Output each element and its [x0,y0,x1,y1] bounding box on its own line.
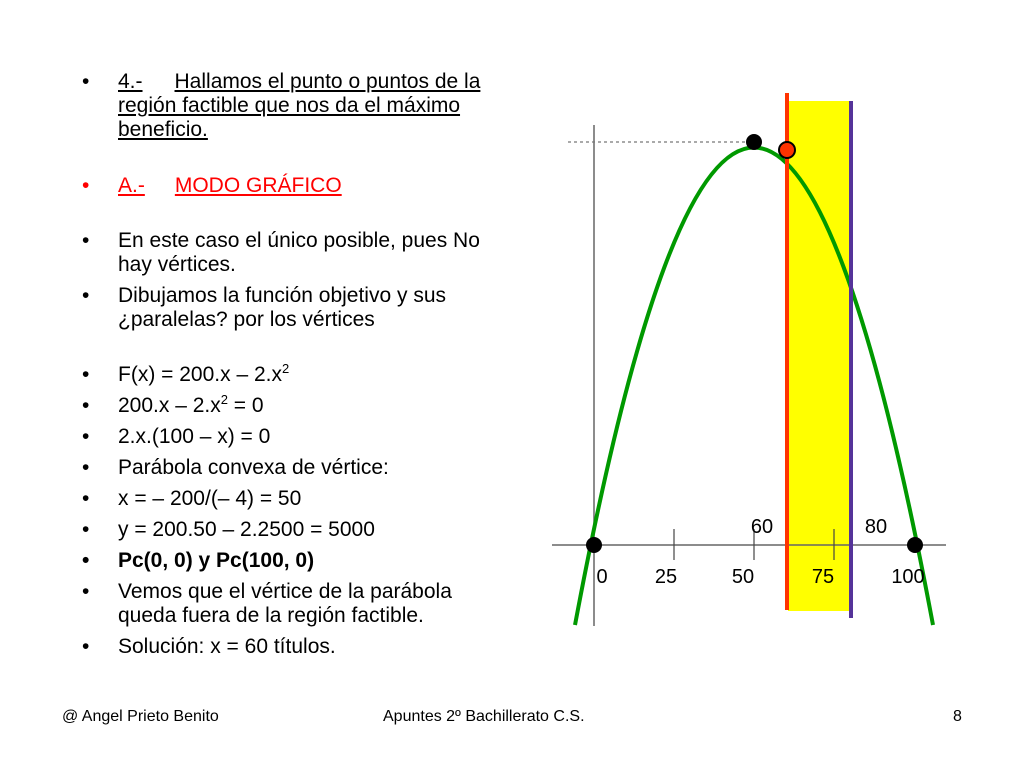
equation-text-end: = 0 [227,394,264,417]
region-label-80: 80 [864,516,888,538]
x-tick-label-25: 25 [654,566,678,588]
unico-text: En este caso el único posible, pues No hay vértices. [118,229,480,276]
parabola-text: Parábola convexa de vértice: [118,456,389,479]
bullet-dibujamos [76,284,516,332]
bullet-vertex-x [76,487,516,511]
bullet-equation [76,394,516,418]
x-tick-label-75: 75 [811,566,835,588]
region-label-60: 60 [750,516,774,538]
footer-course: Apuntes 2º Bachillerato C.S. [383,708,585,725]
content-bullets [76,70,516,659]
equation-text: 200.x – 2.x [118,394,221,417]
parabola-graph [540,80,960,630]
x-tick-label-100: 100 [891,566,925,588]
solucion-text: Solución: x = 60 títulos. [118,635,336,658]
bullet-unico-posible [76,229,516,277]
bullet-parabola [76,456,516,480]
equation-exponent: 2 [220,392,228,407]
vertex-point [746,134,762,150]
step4-text: Hallamos el punto o puntos de la región factible que nos da el máximo beneficio. [118,70,481,141]
bullet-vemos [76,580,516,628]
step4-number: 4.- [118,70,143,93]
bullet-solucion [76,635,516,659]
footer-page-number: 8 [953,708,962,725]
factored-text: 2.x.(100 – x) = 0 [118,425,271,448]
footer-author: @ Angel Prieto Benito [62,708,219,725]
cut-points-text: Pc(0, 0) y Pc(100, 0) [118,549,315,572]
vemos-text: Vemos que el vértice de la parábola queda fuera de la región factible. [118,580,452,627]
function-exponent: 2 [281,361,290,376]
vertex-y-text: y = 200.50 – 2.2500 = 5000 [118,518,375,541]
x-tick-label-50: 50 [731,566,755,588]
vertex-x-text: x = – 200/(– 4) = 50 [118,487,302,510]
modo-text: MODO GRÁFICO [174,174,342,197]
cut-point-100 [907,537,923,553]
cut-point-0 [586,537,602,553]
dibujamos-text: Dibujamos la función objetivo y sus ¿paralelas? por los vértices [118,284,447,331]
x-tick-label-0: 0 [596,566,608,588]
bullet-factored [76,425,516,449]
bullet-step4 [76,70,516,142]
bullet-vertex-y [76,518,516,542]
function-text: F(x) = 200.x – 2.x [118,363,282,386]
bullet-function [76,363,516,387]
bullet-cut-points [76,549,516,573]
bullet-modo-grafico [76,174,516,198]
modo-number: A.- [118,174,145,197]
optimum-point [779,142,795,158]
